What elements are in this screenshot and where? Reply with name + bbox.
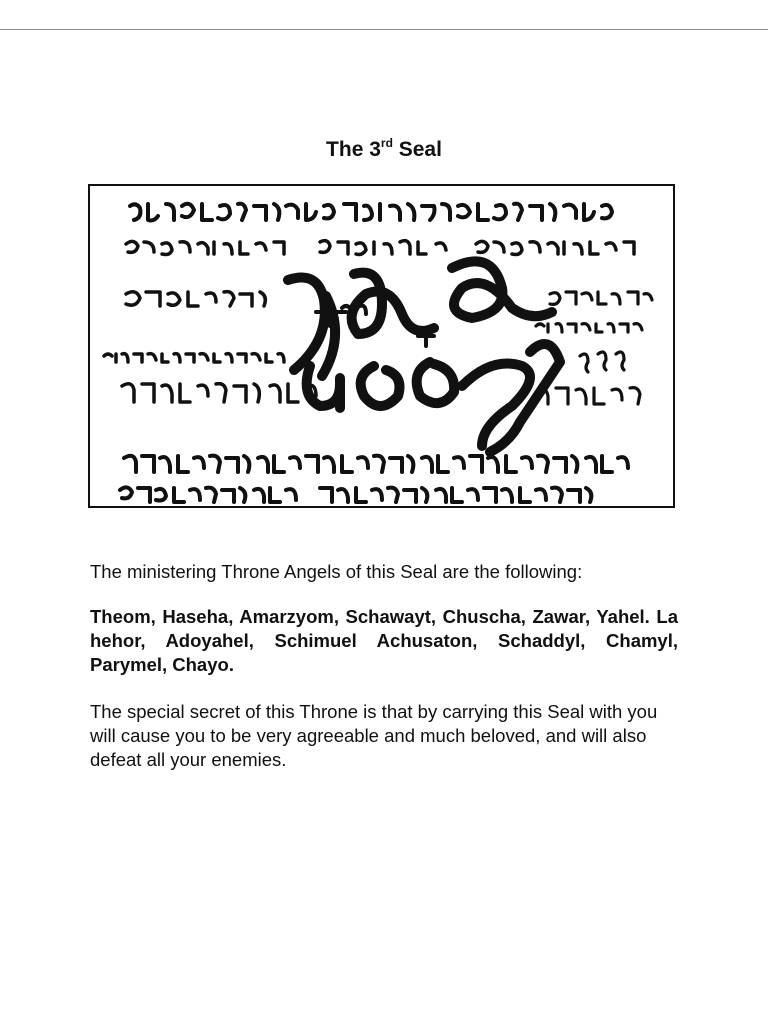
title-main: The 3 (326, 138, 381, 161)
secret-paragraph: The special secret of this Throne is that by carrying this Seal with you will cause you to be very agreeable and much beloved, and will also defeat all your enemies. (90, 701, 658, 770)
title-superscript: rd (380, 136, 393, 150)
seal-glyphs-icon (90, 186, 673, 506)
angels-list-paragraph: Theom, Haseha, Amarzyom, Schawayt, Chuscha, Zawar, Yahel. La hehor, Adoyahel, Schimuel Achusaton, Schaddyl, Chamyl, Parymel, Chayo. (90, 606, 678, 675)
title-tail: Seal (392, 138, 442, 161)
seal-image (88, 184, 675, 508)
intro-paragraph: The ministering Throne Angels of this Seal are the following: (90, 561, 583, 582)
top-rule (0, 29, 768, 30)
page-title (0, 136, 768, 164)
